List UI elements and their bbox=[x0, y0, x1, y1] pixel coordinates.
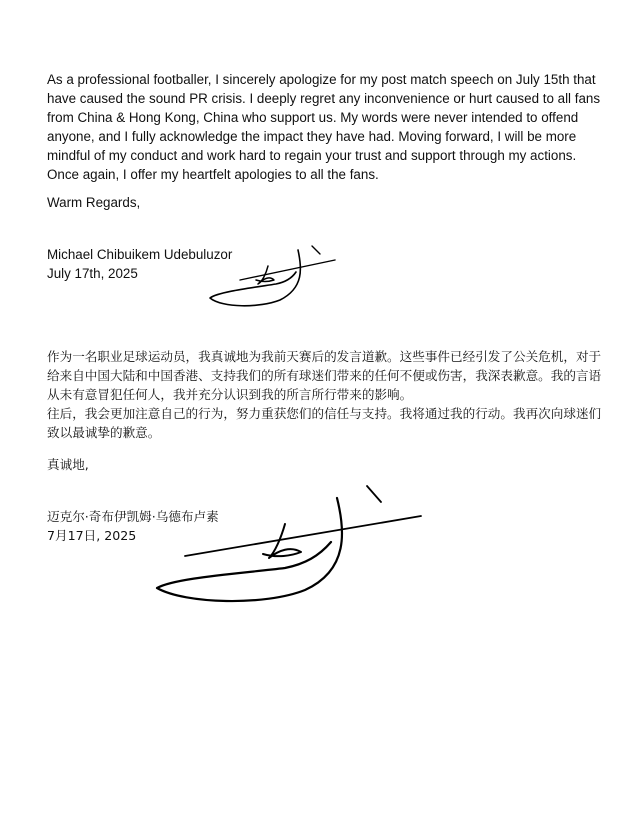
english-letter-body bbox=[47, 70, 607, 184]
chinese-closing: 真诚地, bbox=[47, 457, 89, 472]
english-handwritten-signature bbox=[200, 238, 350, 313]
signature-date: July 17th, 2025 bbox=[47, 266, 138, 281]
english-closing: Warm Regards, bbox=[47, 195, 141, 210]
signer-name: Michael Chibuikem Udebuluzor bbox=[47, 247, 233, 262]
chinese-signature-date: 7月17日, 2025 bbox=[47, 528, 137, 543]
chinese-signer-name: 迈克尔·奇布伊凯姆·乌德布卢素 bbox=[47, 509, 219, 524]
english-paragraph: As a professional footballer, I sincerely apologize for my post match speech on July 15th that have caused the sound PR crisis. I deeply regret any inconvenience or hurt caused to all fans from China & Hong Kong, China who support us. My words were never intended to offend anyone, and I fully acknowledge the impact they have had. Moving forward, I will be more mindful of my conduct and work hard to regain your trust and support through my actions. Once again, I offer my heartfelt apologies to all the fans. bbox=[47, 72, 601, 182]
chinese-letter-body bbox=[47, 347, 607, 442]
chinese-paragraph-2: 往后，我会更加注意自己的行为，努力重获您们的信任与支持。我将通过我的行动。我再次向球迷们致以最诚挚的歉意。 bbox=[47, 406, 602, 440]
chinese-paragraph-1: 作为一名职业足球运动员，我真诚地为我前天赛后的发言道歉。这些事件已经引发了公关危机，对于给来自中国大陆和中国香港、支持我们的所有球迷们带来的任何不便或伤害，我深表歉意。我的言语从未有意冒犯任何人，我并充分认识到我的所言所行带来的影响。 bbox=[47, 349, 602, 402]
chinese-handwritten-signature bbox=[145, 480, 435, 610]
